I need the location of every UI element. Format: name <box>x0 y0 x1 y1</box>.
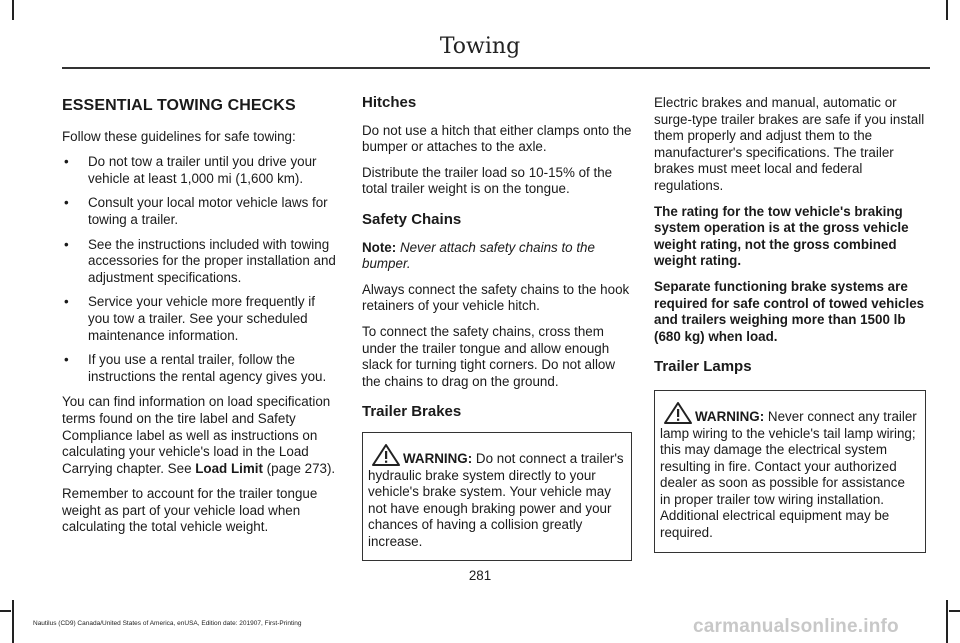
list-item <box>62 154 337 187</box>
crop-mark <box>949 610 960 612</box>
list-item-text: See the instructions included with towing accessories for the proper installation and adjustment specifications. <box>88 236 336 285</box>
bullet-icon: • <box>64 195 69 211</box>
lamps-warning-box <box>654 390 926 553</box>
brakes-warning-box <box>362 432 632 562</box>
list-item-text: Consult your local motor vehicle laws for towing a trailer. <box>88 195 328 227</box>
warning-text: Never connect any trailer lamp wiring to the vehicle's tail lamp wiring; this may damage the electrical system resulting in fire. Contact your authorized dealer as soon as possible for assistance in proper trailer tow wiring installation. Additional electrical equipment may be required. <box>660 408 917 541</box>
tongue-weight-paragraph: Remember to account for the trailer tongue weight as part of your vehicle load when calculating the total vehicle weight. <box>62 486 318 535</box>
middle-column <box>362 95 632 561</box>
page-reference: (page 273). <box>262 460 336 476</box>
list-item-text: Service your vehicle more frequently if you tow a trailer. See your scheduled maintenance information. <box>88 294 315 343</box>
guidelines-list <box>62 154 337 385</box>
warning-triangle-icon <box>663 401 693 425</box>
note-label: Note: <box>362 239 397 255</box>
page-header-title: Towing <box>439 34 521 59</box>
bullet-icon: • <box>64 352 69 368</box>
electric-brakes-paragraph: Electric brakes and manual, automatic or surge-type trailer brakes are safe if you install them properly and adjust them to the manufacturer's specifications. The trailer brakes must meet local and federal regulations. <box>654 95 925 193</box>
crop-mark <box>12 0 14 20</box>
safety-chains-paragraph: Always connect the safety chains to the hook retainers of your vehicle hitch. <box>362 281 630 314</box>
list-item <box>62 294 337 344</box>
braking-rating-paragraph: The rating for the tow vehicle's braking system operation is at the gross vehicle weight rating, not the gross combined weight rating. <box>654 203 909 269</box>
warning-text: Do not connect a trailer's hydraulic brake system directly to your vehicle's brake system. Your vehicle may not have enough braking power and your chances of having a collision greatly increase. <box>368 450 624 549</box>
right-column <box>654 95 926 553</box>
list-item <box>62 237 337 287</box>
trailer-lamps-heading: Trailer Lamps <box>654 358 752 376</box>
bullet-icon: • <box>64 236 69 252</box>
note-text: Never attach safety chains to the bumper. <box>362 239 595 272</box>
hitches-heading: Hitches <box>362 94 417 111</box>
list-item-text: Do not tow a trailer until you drive your vehicle at least 1,000 mi (1,600 km). <box>88 154 317 186</box>
left-column <box>62 95 337 545</box>
trailer-brakes-heading: Trailer Brakes <box>362 403 462 421</box>
bullet-icon: • <box>64 154 69 170</box>
watermark: carmanualsonline.info <box>693 616 899 637</box>
hitches-paragraph: Distribute the trailer load so 10-15% of the total trailer weight is on the tongue. <box>362 164 613 197</box>
safety-chains-heading: Safety Chains <box>362 210 462 228</box>
load-info-paragraph <box>62 394 337 477</box>
crop-mark <box>12 600 14 643</box>
list-item-text: If you use a rental trailer, follow the instructions the rental agency gives you. <box>88 352 327 384</box>
page-number: 281 <box>468 568 492 583</box>
edition-footer: Nautilus (CD9) Canada/United States of America, enUSA, Edition date: 201907, First-Printing <box>33 620 302 627</box>
warning-label: WARNING: <box>403 450 473 466</box>
crop-mark <box>946 600 948 643</box>
warning-label: WARNING: <box>695 408 765 424</box>
load-info-text: You can find information on load specification terms found on the tire label and Safety Compliance label as well as instructions on calculating your vehicle's load in the Load Carrying chapter. See <box>62 394 331 476</box>
intro-text: Follow these guidelines for safe towing: <box>62 128 296 144</box>
list-item <box>62 352 337 385</box>
section-heading: ESSENTIAL TOWING CHECKS <box>62 97 296 114</box>
crop-mark <box>0 610 11 612</box>
header-divider <box>62 67 930 69</box>
safety-chains-paragraph: To connect the safety chains, cross them under the trailer tongue and allow enough slack for turning tight corners. Do not allow the chains to drag on the ground. <box>362 323 616 389</box>
warning-triangle-icon <box>371 443 401 467</box>
crop-mark <box>946 0 948 20</box>
safety-chains-note <box>362 240 632 273</box>
list-item <box>62 195 337 228</box>
separate-brakes-paragraph: Separate functioning brake systems are required for safe control of towed vehicles and trailers weighing more than 1500 lb (680 kg) when load. <box>654 278 925 344</box>
hitches-paragraph: Do not use a hitch that either clamps onto the bumper or attaches to the axle. <box>362 122 632 155</box>
bullet-icon: • <box>64 294 69 310</box>
load-limit-link[interactable]: Load Limit <box>195 460 263 476</box>
